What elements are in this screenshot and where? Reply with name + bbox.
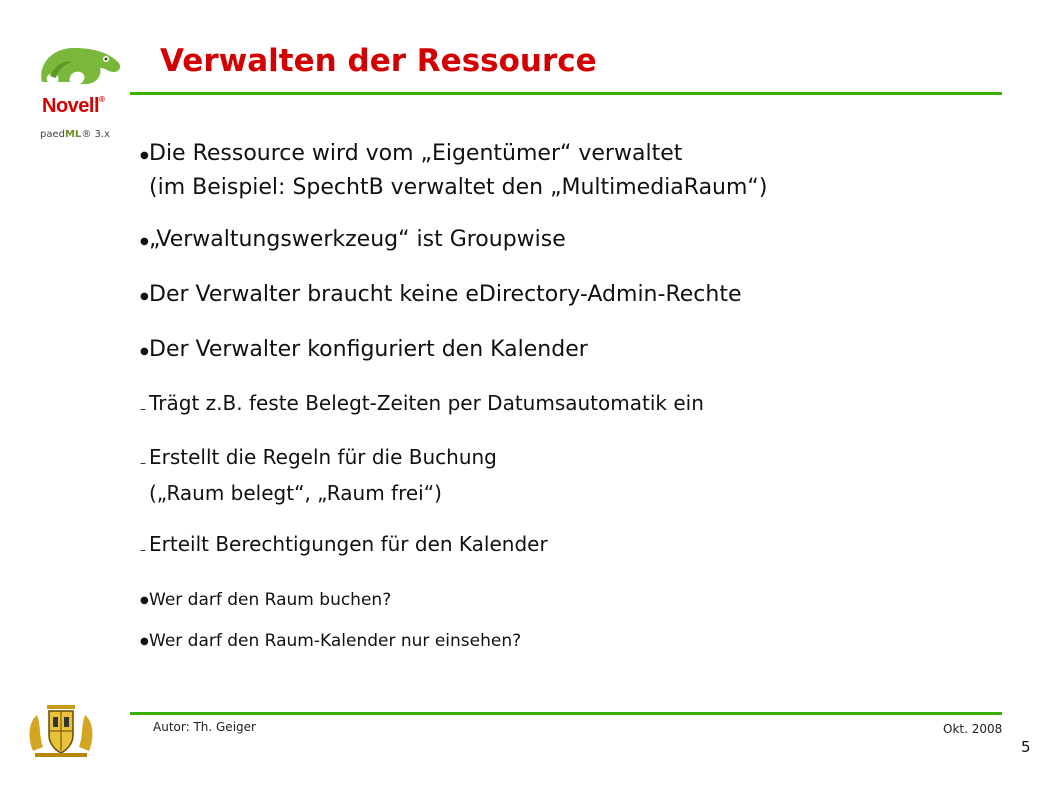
novell-logo bbox=[32, 42, 124, 152]
coat-of-arms-icon bbox=[25, 701, 97, 759]
footer-divider bbox=[130, 712, 1002, 715]
title-divider bbox=[130, 92, 1002, 95]
footer-author: Autor: Th. Geiger bbox=[153, 720, 256, 734]
bullet-dot: ● bbox=[140, 346, 149, 357]
sub-bullet-item: – Erstellt die Regeln für die Buchung („Raum belegt“, „Raum frei“) bbox=[140, 445, 497, 505]
bullet-dot: ● bbox=[140, 636, 149, 647]
dash-marker: – bbox=[140, 543, 146, 557]
slide-title: Verwalten der Ressource bbox=[160, 43, 597, 79]
bullet-item: ●„Verwaltungswerkzeug“ ist Groupwise bbox=[140, 224, 1020, 258]
bullet-dot: ● bbox=[140, 595, 149, 606]
bullet-dot: ● bbox=[140, 236, 149, 247]
bullet-dot: ● bbox=[140, 150, 149, 161]
page-number: 5 bbox=[1021, 738, 1031, 756]
novell-wordmark: Novell® bbox=[42, 95, 105, 117]
sub-bullet-item: – Trägt z.B. feste Belegt-Zeiten per Datumsautomatik ein bbox=[140, 388, 1020, 424]
slide-content bbox=[140, 138, 1020, 655]
sub-sub-bullet-item: ●Wer darf den Raum buchen? bbox=[140, 587, 1020, 614]
footer-date: Okt. 2008 bbox=[943, 722, 1003, 736]
dash-marker: – bbox=[140, 456, 146, 470]
chameleon-icon bbox=[36, 42, 124, 92]
paedml-label: paedML® 3.x bbox=[40, 129, 110, 140]
bullet-item: ●Die Ressource wird vom „Eigentümer“ verwaltet (im Beispiel: SpechtB verwaltet den „MultimediaRaum“) bbox=[140, 141, 768, 200]
sub-sub-bullet-item: ●Wer darf den Raum-Kalender nur einsehen? bbox=[140, 628, 1020, 655]
dash-marker: – bbox=[140, 402, 146, 416]
bullet-item: ●Der Verwalter braucht keine eDirectory-Admin-Rechte bbox=[140, 279, 1020, 313]
bullet-item: ●Der Verwalter konfiguriert den Kalender bbox=[140, 334, 1020, 368]
bullet-dot: ● bbox=[140, 291, 149, 302]
sub-bullet-item: – Erteilt Berechtigungen für den Kalender bbox=[140, 529, 1020, 565]
